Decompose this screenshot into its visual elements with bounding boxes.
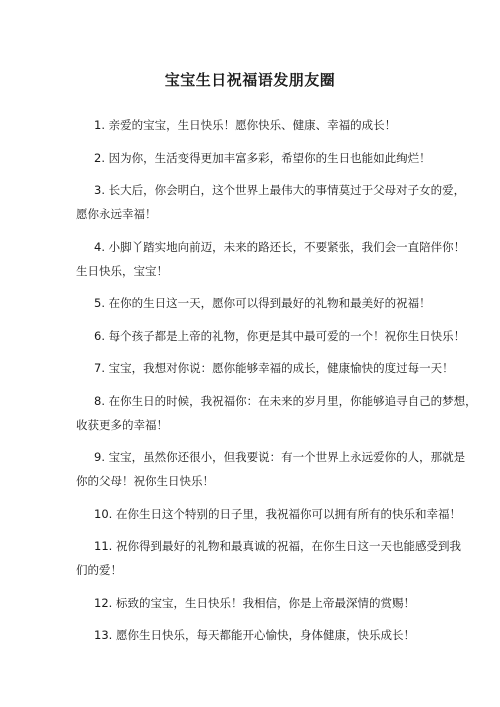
blessing-line: 生日快乐，宝宝！: [76, 263, 168, 278]
blessing-line: 13. 愿你生日快乐，每天都能开心愉快，身体健康，快乐成长！: [94, 628, 415, 642]
blessing-item: [76, 113, 436, 137]
blessing-line: 你的父母！祝你生日快乐！: [76, 474, 214, 488]
document-title: 宝宝生日祝福语发朋友圈: [164, 71, 336, 89]
blessing-line: 6. 每个孩子都是上帝的礼物，你更是其中最可爱的一个！祝你生日快乐！: [94, 328, 466, 343]
blessing-line: 收获更多的幸福！: [76, 417, 168, 432]
blessing-item: [76, 445, 466, 493]
blessing-line: 7. 宝宝，我想对你说：愿你能够幸福的成长，健康愉快的度过每一天！: [94, 361, 454, 375]
blessing-item: [76, 324, 466, 348]
blessing-line: 12. 标致的宝宝，生日快乐！我相信，你是上帝最深情的赏赐！: [94, 595, 415, 610]
blessing-item: [76, 291, 436, 315]
blessing-list: [76, 113, 477, 647]
blessing-line: 9. 宝宝，虽然你还很小，但我要说：有一个世界上永远爱你的人，那就是: [94, 450, 466, 464]
blessing-item: [76, 591, 436, 615]
blessing-line: 们的爱！: [76, 563, 122, 577]
blessing-item: [76, 146, 436, 170]
blessing-line: 10. 在你生日这个特别的日子里，我祝福你可以拥有所有的快乐和幸福！: [94, 506, 461, 521]
blessing-line: 11. 祝你得到最好的礼物和最真诚的祝福，在你生日这一天也能感受到我: [94, 539, 461, 553]
blessing-item: [76, 178, 466, 226]
blessing-item: [76, 502, 461, 526]
blessing-line: 2. 因为你，生活变得更加丰富多彩，希望你的生日也能如此绚烂！: [94, 150, 431, 165]
blessing-item: [76, 623, 436, 647]
blessing-line: 愿你永远幸福！: [76, 207, 157, 221]
blessing-line: 5. 在你的生日这一天，愿你可以得到最好的礼物和最美好的祝福！: [94, 296, 431, 310]
blessing-line: 4. 小脚丫踏实地向前迈，未来的路还长，不要紧张，我们会一直陪伴你！: [94, 239, 466, 254]
blessing-line: 3. 长大后，你会明白，这个世界上最伟大的事情莫过于父母对子女的爱，: [94, 183, 466, 197]
blessing-line: 1. 亲爱的宝宝，生日快乐！愿你快乐、健康、幸福的成长！: [94, 118, 397, 132]
blessing-item: [76, 235, 466, 283]
blessing-line: 8. 在你生日的时候，我祝福你：在未来的岁月里，你能够追寻自己的梦想，: [94, 393, 477, 408]
blessing-item: [76, 534, 461, 582]
blessing-item: [76, 389, 477, 437]
blessing-item: [76, 356, 454, 380]
